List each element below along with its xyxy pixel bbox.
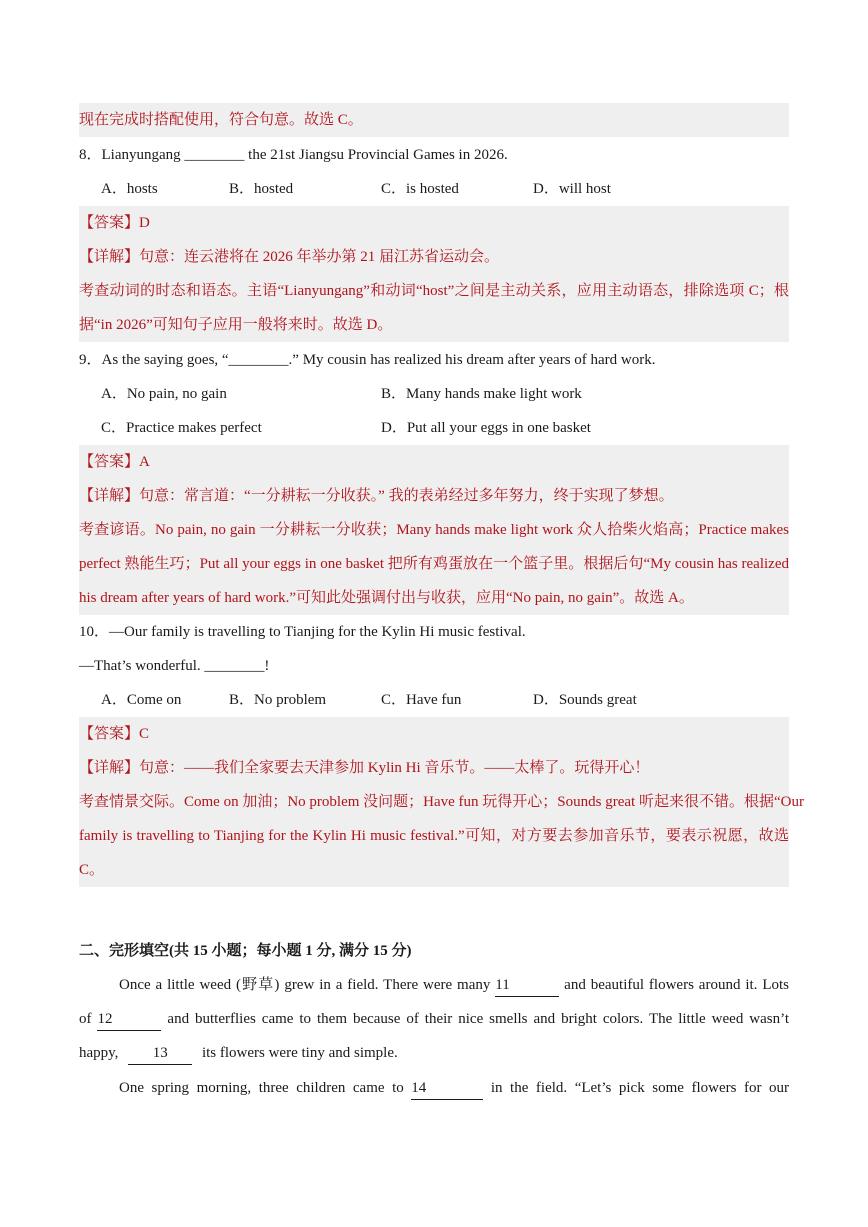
q9-option-b: B．Many hands make light work xyxy=(381,386,582,402)
section-heading: 二、完形填空(共 15 小题；每小题 1 分, 满分 15 分) xyxy=(79,943,412,959)
cloze-text: One spring morning, three children came to xyxy=(119,1080,404,1096)
q8-options xyxy=(79,172,789,206)
q10-stem-line1: 10．—Our family is travelling to Tianjing for the Kylin Hi music festival. xyxy=(79,624,526,640)
q10-detail-line1: 【详解】句意：——我们全家要去天津参加 Kylin Hi 音乐节。——太棒了。玩得开心！ xyxy=(79,760,650,776)
q10-detail-line2: 考查情景交际。Come on 加油；No problem 没问题；Have fun 玩得开心；Sounds great 听起来很不错。根据“Our xyxy=(79,794,804,810)
q9-option-a: A．No pain, no gain xyxy=(101,386,227,402)
q9-detail-line2: 考查谚语。No pain, no gain 一分耕耘一分收获；Many hands make light work 众人拾柴火焰高；Practice makes xyxy=(79,522,789,538)
cloze-line4 xyxy=(119,1071,789,1105)
q9-detail-line3: perfect 熟能生巧；Put all your eggs in one basket 把所有鸡蛋放在一个篮子里。根据后句“My cousin has realized xyxy=(79,556,789,572)
cloze-text: in the field. “Let’s pick some flowers for our xyxy=(490,1080,790,1096)
q10-detail-line3: family is travelling to Tianjing for the Kylin Hi music festival.”可知，对方要去参加音乐节，要表示祝愿，故选 xyxy=(79,828,789,844)
q10-options xyxy=(79,683,789,717)
q8-option-c: C．is hosted xyxy=(381,181,459,197)
q8-option-a: A．hosts xyxy=(101,181,158,197)
q10-stem-line2: —That’s wonderful. ________! xyxy=(79,658,270,674)
q9-answer: 【答案】A xyxy=(79,454,150,470)
q9-options-row2 xyxy=(79,411,789,445)
cloze-line2 xyxy=(79,1002,789,1036)
q8-detail-line2: 考查动词的时态和语态。主语“Lianyungang”和动词“host”之间是主动关系，应用主动语态，排除选项 C；根 xyxy=(79,283,789,299)
q10-option-b: B．No problem xyxy=(229,692,327,708)
q10-option-c: C．Have fun xyxy=(381,692,462,708)
cloze-text: Once a little weed (野草) grew in a field. There were many xyxy=(119,977,491,993)
q8-option-d: D．will host xyxy=(533,181,611,197)
q9-detail-line1: 【详解】句意：常言道：“一分耕耘一分收获。” 我的表弟经过多年努力，终于实现了梦想。 xyxy=(79,488,674,504)
cloze-text: happy, xyxy=(79,1045,119,1061)
cloze-line3 xyxy=(79,1036,789,1070)
q8-answer: 【答案】D xyxy=(79,215,150,231)
cloze-text: its flowers were tiny and simple. xyxy=(201,1045,398,1061)
q8-stem: 8．Lianyungang ________ the 21st Jiangsu Provincial Games in 2026. xyxy=(79,147,508,163)
cloze-text: and butterflies came to them because of their nice smells and bright colors. The little weed wasn’t xyxy=(167,1011,789,1027)
q8-option-b: B．hosted xyxy=(229,181,294,197)
cloze-blank-14: 14 xyxy=(411,1077,483,1100)
q9-stem: 9．As the saying goes, “________.” My cousin has realized his dream after years of hard work. xyxy=(79,352,656,368)
q8-detail-line1: 【详解】句意：连云港将在 2026 年举办第 21 届江苏省运动会。 xyxy=(79,249,500,265)
cloze-text: and beautiful flowers around it. Lots xyxy=(564,977,789,993)
q9-option-d: D．Put all your eggs in one basket xyxy=(381,420,591,436)
q10-option-d: D．Sounds great xyxy=(533,692,637,708)
q9-detail-line4: his dream after years of hard work.”可知此处强调付出与收获，应用“No pain, no gain”。故选 A。 xyxy=(79,590,694,606)
q9-option-c: C．Practice makes perfect xyxy=(101,420,262,436)
q10-detail-line4: C。 xyxy=(79,862,105,878)
cloze-blank-12: 12 xyxy=(97,1008,161,1031)
q7-explanation-tail: 现在完成时搭配使用，符合句意。故选 C。 xyxy=(79,112,363,128)
cloze-blank-11: 11 xyxy=(495,974,559,997)
cloze-line1 xyxy=(119,968,789,1002)
q9-options-row1 xyxy=(79,377,789,411)
cloze-text: of xyxy=(79,1011,92,1027)
q10-answer: 【答案】C xyxy=(79,726,150,742)
q10-option-a: A．Come on xyxy=(101,692,182,708)
cloze-blank-13: 13 xyxy=(128,1042,192,1065)
q8-detail-line3: 据“in 2026”可知句子应用一般将来时。故选 D。 xyxy=(79,317,393,333)
